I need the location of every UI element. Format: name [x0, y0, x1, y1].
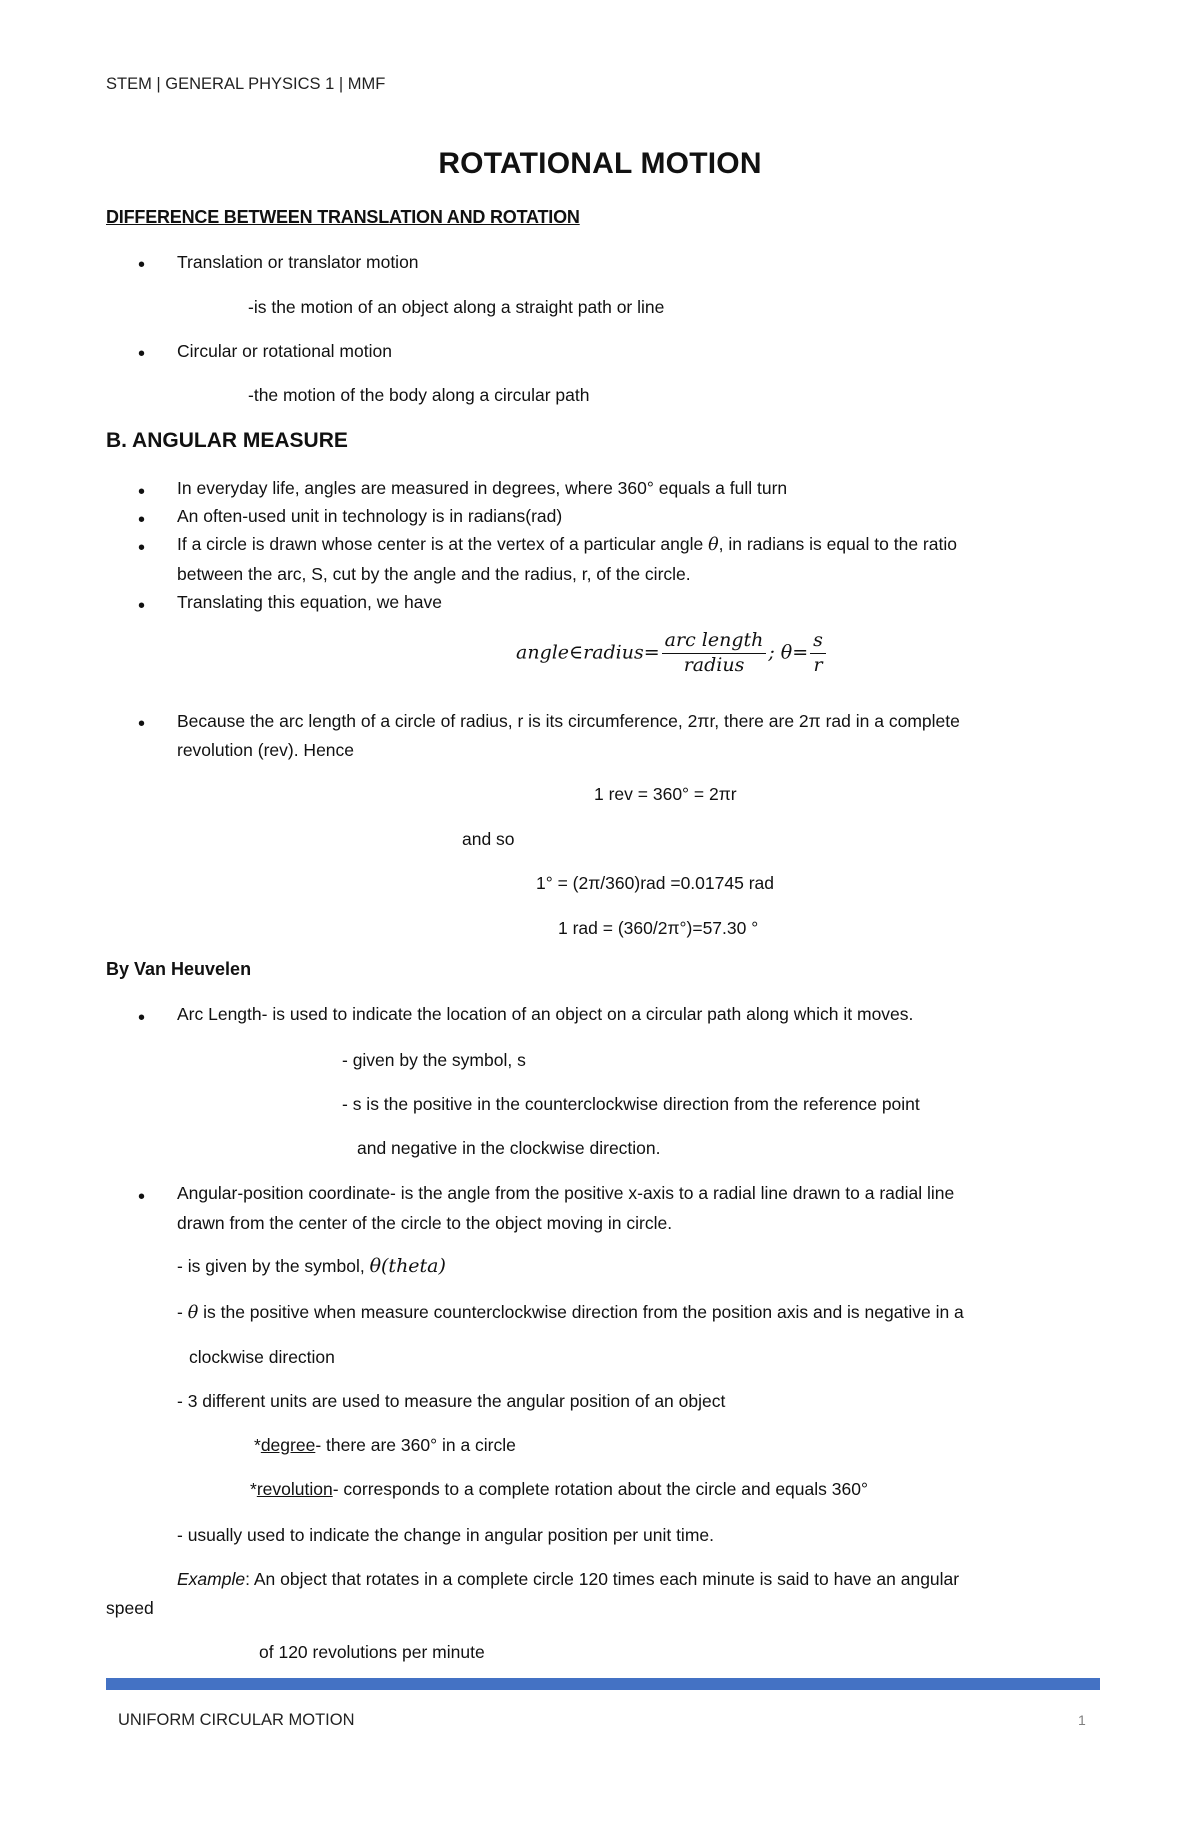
arc-sub-symbol: - given by the symbol, s	[342, 1050, 526, 1070]
bullet-icon: •	[138, 713, 146, 735]
example-text: Example: An object that rotates in a complete circle 120 times each minute is said to have an angular	[177, 1569, 960, 1589]
footer-title: UNIFORM CIRCULAR MOTION	[118, 1711, 355, 1729]
bullet-translation: Translation or translator motion	[177, 252, 419, 272]
theta-symbol: θ	[187, 1303, 199, 1323]
arc-sub-positive: - s is the positive in the counterclockwise direction from the reference point	[342, 1094, 920, 1114]
example-text-end: of 120 revolutions per minute	[259, 1642, 485, 1662]
bullet-icon: •	[138, 1007, 146, 1029]
bullet-circle-definition: If a circle is drawn whose center is at the vertex of a particular angle θ, in radians is equal to the ratio	[177, 534, 957, 555]
bullet-translating: Translating this equation, we have	[177, 592, 442, 612]
bullet-icon: •	[138, 481, 146, 503]
and-so-text: and so	[462, 829, 515, 849]
bullet-icon: •	[138, 254, 146, 276]
theta-symbol: θ(theta)	[369, 1255, 446, 1277]
bullet-angular-position-cont: drawn from the center of the circle to the object moving in circle.	[177, 1213, 673, 1233]
angular-sub-units: - 3 different units are used to measure the angular position of an object	[177, 1391, 726, 1411]
bullet-angular-position: Angular-position coordinate- is the angle from the positive x-axis to a radial line drawn to a radial line	[177, 1183, 955, 1203]
bullet-icon: •	[138, 509, 146, 531]
footer-divider	[106, 1678, 1100, 1690]
bullet-icon: •	[138, 595, 146, 617]
bullet-arc-circumference-cont: revolution (rev). Hence	[177, 740, 355, 760]
bullet-icon: •	[138, 537, 146, 559]
bullet-radians: An often-used unit in technology is in radians(rad)	[177, 506, 563, 526]
bullet-icon: •	[138, 1186, 146, 1208]
angle-equation: angle∈radius= $\frac{\text{arc length}}{\text{radius}}$ ; θ= $\frac{s}{r}$	[516, 630, 828, 677]
page-title: ROTATIONAL MOTION	[438, 147, 762, 180]
section-heading-difference: DIFFERENCE BETWEEN TRANSLATION AND ROTATION	[106, 207, 580, 227]
theta-symbol: θ	[708, 535, 719, 555]
page-header: STEM | GENERAL PHYSICS 1 | MMF	[106, 75, 386, 93]
example-text-cont: speed	[106, 1598, 154, 1618]
bullet-degrees: In everyday life, angles are measured in degrees, where 360° equals a full turn	[177, 478, 788, 498]
bullet-rotation: Circular or rotational motion	[177, 341, 392, 361]
angular-sub-symbol: - is given by the symbol, θ(theta)	[177, 1255, 446, 1277]
usually-text: - usually used to indicate the change in angular position per unit time.	[177, 1525, 714, 1545]
unit-degree: *degree- there are 360° in a circle	[254, 1435, 516, 1455]
rotation-detail: -the motion of the body along a circular path	[248, 385, 590, 405]
translation-detail: -is the motion of an object along a straight path or line	[248, 297, 665, 317]
angular-sub-positive-cont: clockwise direction	[189, 1347, 335, 1367]
bullet-arc-circumference: Because the arc length of a circle of radius, r is its circumference, 2πr, there are 2π rad in a complete	[177, 711, 960, 731]
arc-sub-negative: and negative in the clockwise direction.	[357, 1138, 661, 1158]
bullet-arc-length: Arc Length- is used to indicate the location of an object on a circular path along which it moves.	[177, 1004, 914, 1024]
equation-rev: 1 rev = 360° = 2πr	[594, 784, 737, 804]
equation-radian: 1 rad = (360/2π°)=57.30 °	[558, 918, 759, 938]
section-heading-angular-measure: B. ANGULAR MEASURE	[106, 429, 348, 452]
bullet-circle-definition-cont: between the arc, S, cut by the angle and the radius, r, of the circle.	[177, 564, 691, 584]
page-number: 1	[1078, 1712, 1086, 1728]
unit-revolution: *revolution- corresponds to a complete rotation about the circle and equals 360°	[250, 1479, 868, 1499]
angular-sub-positive: - θ is the positive when measure counterclockwise direction from the position axis and is negative in a	[177, 1302, 964, 1323]
bullet-icon: •	[138, 343, 146, 365]
van-heuvelen-heading: By Van Heuvelen	[106, 959, 252, 979]
equation-degree: 1° = (2π/360)rad =0.01745 rad	[536, 873, 774, 893]
